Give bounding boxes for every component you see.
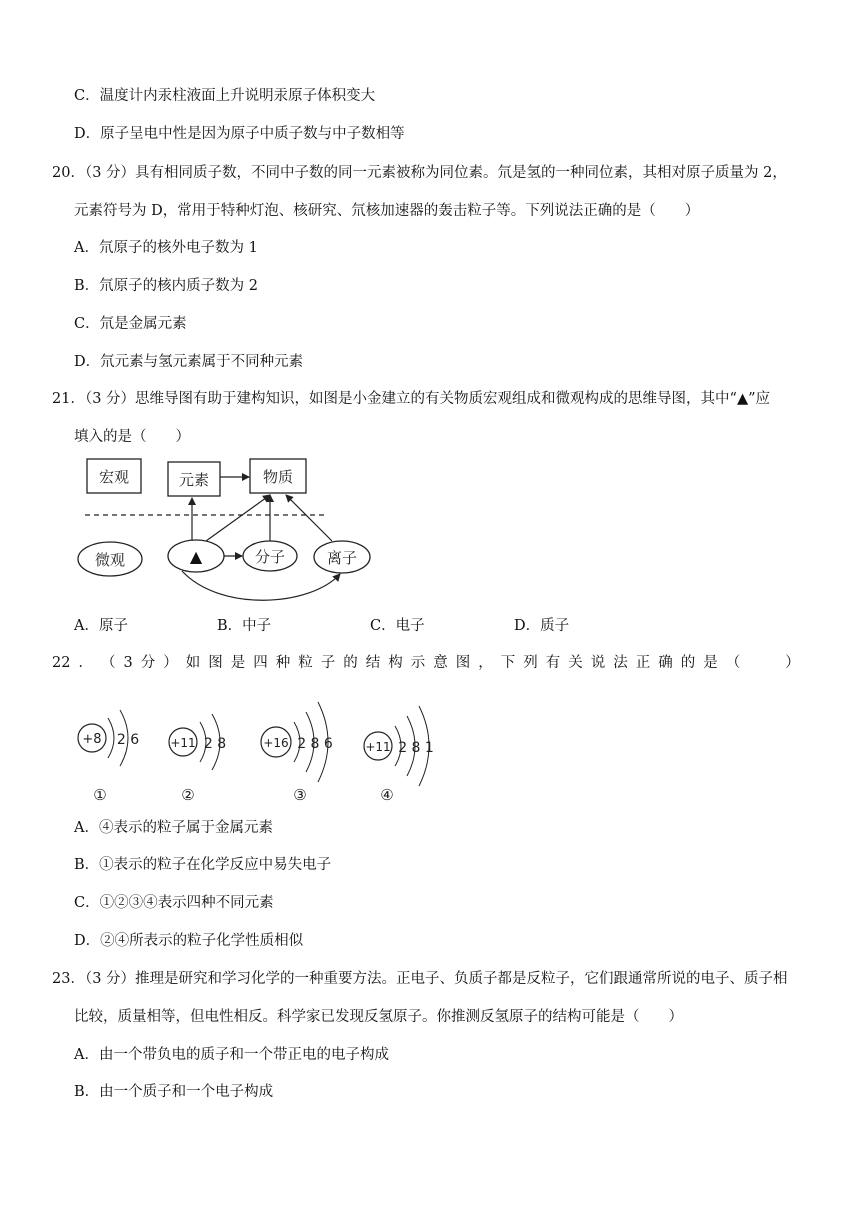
q22-stem-char: 子 xyxy=(320,655,336,671)
q23-option-b: B．由一个质子和一个电子构成 xyxy=(74,1084,274,1100)
atom-3-electrons: 2 8 6 xyxy=(297,736,333,752)
arrow-triangle-to-ion xyxy=(182,571,340,600)
q22-stem-char: 22 xyxy=(52,655,71,671)
atom-4 xyxy=(364,706,434,804)
q22-stem-char: 示 xyxy=(410,655,426,671)
q19-option-d: D．原子呈电中性是因为原子中质子数与中子数相等 xyxy=(74,126,405,142)
q19-option-c: C．温度计内汞柱液面上升说明汞原子体积变大 xyxy=(74,88,376,104)
q20-stem-line2: 元素符号为 D，常用于特种灯泡、核研究、氘核加速器的轰击粒子等。下列说法正确的是（ ） xyxy=(74,203,700,219)
macro-label: 宏观 xyxy=(98,468,130,486)
atom-3-nucleus-charge: +16 xyxy=(263,736,289,750)
q22-stem-char: 是 xyxy=(703,655,718,671)
q22-stem-char: ， xyxy=(478,655,493,671)
q22-stem-char: 意 xyxy=(433,655,448,671)
q22-stem-char: 列 xyxy=(523,655,538,671)
q22-stem-char: 确 xyxy=(658,655,673,671)
atom-4-label: ④ xyxy=(380,786,394,804)
q21-options xyxy=(74,616,634,636)
atom-1-shell xyxy=(108,718,114,758)
q22-stem-char: （ xyxy=(100,655,116,671)
atom-3-label: ③ xyxy=(293,786,307,804)
q22-stem-char: 法 xyxy=(613,655,628,671)
q22-stem-char: 正 xyxy=(635,655,651,671)
atom-2-nucleus-charge: +11 xyxy=(170,736,196,750)
q22-stem-char: 图 xyxy=(455,655,471,671)
q22-stem-char: 分 xyxy=(140,655,156,671)
atom-4-nucleus-charge: +11 xyxy=(365,740,391,754)
atom-3 xyxy=(261,702,333,804)
element-label: 元素 xyxy=(178,471,210,489)
q23-stem-line2: 比较，质量相等，但电性相反。科学家已发现反氢原子。你推测反氢原子的结构可能是（ ） xyxy=(74,1009,683,1025)
q21-option-d: D．质子 xyxy=(514,618,570,634)
q22-stem xyxy=(52,653,800,673)
q20-option-a: A．氘原子的核外电子数为 1 xyxy=(74,240,258,256)
substance-label: 物质 xyxy=(262,468,294,486)
q22-stem-char: 四 xyxy=(253,655,268,671)
q23-option-a: A．由一个带负电的质子和一个带正电的电子构成 xyxy=(74,1047,389,1063)
atom-2 xyxy=(169,714,226,804)
q21-stem-line2: 填入的是（ ） xyxy=(74,429,190,445)
q22-stem-char: 的 xyxy=(343,655,358,671)
q21-option-c: C．电子 xyxy=(370,618,425,634)
q22-option-c: C．①②③④表示四种不同元素 xyxy=(74,895,274,911)
ion-label: 离子 xyxy=(326,549,358,567)
mind-map-ion-part xyxy=(70,452,390,612)
q21-option-b: B．中子 xyxy=(217,618,272,634)
q22-stem-char xyxy=(748,653,777,673)
atom-structure-diagrams xyxy=(70,688,450,806)
atom-1 xyxy=(78,710,139,804)
atom-1-nucleus-charge: +8 xyxy=(82,732,102,747)
q20-option-d: D．氘元素与氢元素属于不同种元素 xyxy=(74,354,304,370)
q22-stem-char: 是 xyxy=(230,655,246,671)
atom-1-electrons: 2 6 xyxy=(116,732,140,748)
q22-stem-char: （ xyxy=(725,655,741,671)
q22-stem-char: 下 xyxy=(500,655,516,671)
q22-stem-char: 种 xyxy=(275,655,291,671)
q22-stem-char: 粒 xyxy=(298,655,313,671)
q22-stem-char: 如 xyxy=(185,655,201,671)
q22-stem-char: ） xyxy=(785,655,800,671)
q22-option-a: A．④表示的粒子属于金属元素 xyxy=(74,820,273,836)
atom-2-label: ② xyxy=(181,786,195,804)
triangle-placeholder: ▲ xyxy=(189,547,203,566)
molecule-label: 分子 xyxy=(254,548,286,566)
atom-4-electrons: 2 8 1 xyxy=(398,740,434,756)
q22-stem-char: 说 xyxy=(590,655,606,671)
q21-option-a: A．原子 xyxy=(74,618,128,634)
q20-option-c: C．氘是金属元素 xyxy=(74,316,187,332)
q22-stem-char: ． xyxy=(78,655,93,671)
q23-stem-line1: 23．（3 分）推理是研究和学习化学的一种重要方法。正电子、负质子都是反粒子，它们跟通常所说的电子、质子相 xyxy=(52,971,788,987)
q20-stem-line1: 20．（3 分）具有相同质子数，不同中子数的同一元素被称为同位素。氘是氢的一种同位素，其相对原子质量为 2， xyxy=(52,165,787,181)
q22-stem-char: 关 xyxy=(568,655,583,671)
q22-stem-char: 有 xyxy=(545,655,561,671)
q22-stem-char: 的 xyxy=(680,655,696,671)
q22-stem-char: ） xyxy=(163,655,178,671)
q22-option-b: B．①表示的粒子在化学反应中易失电子 xyxy=(74,857,332,873)
q22-stem-char: 3 xyxy=(123,655,133,671)
q22-stem-char: 图 xyxy=(208,655,223,671)
atom-1-label: ① xyxy=(93,786,107,804)
atom-2-electrons: 2 8 xyxy=(203,736,227,752)
micro-label: 微观 xyxy=(94,551,126,569)
q22-option-d: D．②④所表示的粒子化学性质相似 xyxy=(74,933,304,949)
q20-option-b: B．氘原子的核内质子数为 2 xyxy=(74,278,258,294)
q22-stem-char: 构 xyxy=(388,655,403,671)
q22-stem-char: 结 xyxy=(365,655,381,671)
arrow-ion-to-substance xyxy=(286,495,332,541)
q21-stem-line1: 21．（3 分）思维导图有助于建构知识，如图是小金建立的有关物质宏观组成和微观构成的思维导图，其中“▲”应 xyxy=(52,391,771,407)
